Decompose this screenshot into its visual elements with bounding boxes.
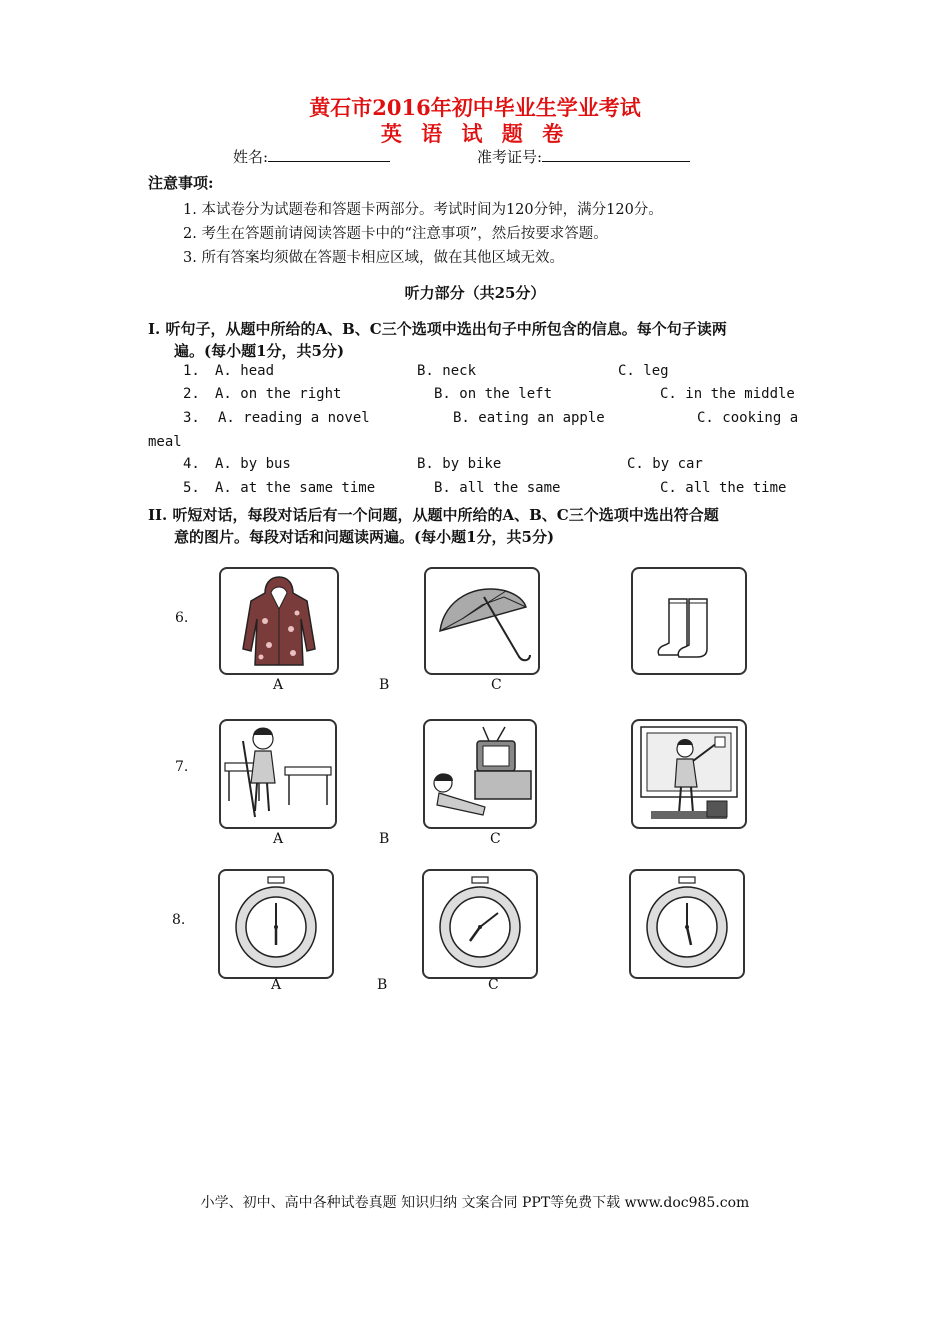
question-number: 3. [183,410,200,426]
rain-boots-picture [631,567,747,675]
option-label-c: C [488,977,499,993]
id-blank [542,147,690,162]
option-a: A. on the right [215,386,342,402]
option-b: B. all the same [434,480,561,496]
name-label: 姓名: [233,148,269,166]
option-a: A. by bus [215,456,291,472]
question-number: 6. [175,610,189,626]
window-icon [633,721,745,827]
alarm-clock-picture [218,869,334,979]
question-number: 5. [183,480,200,496]
part2-instruction [148,504,808,548]
option-b: B. eating an apple [453,410,605,426]
option-c: C. all the time [660,480,787,496]
part1-instruction [148,318,808,362]
exam-subtitle: 英 语 试 题 卷 [380,121,570,146]
option-a: A. head [215,363,275,379]
girl-sweeping-picture [219,719,337,829]
part1-instruction-line2: 遍。(每小题1分，共5分) [174,342,345,360]
notice-item: 3. 所有答案均须做在答题卡相应区域，做在其他区域无效。 [183,250,564,266]
option-label-a: A [273,677,284,693]
listening-heading: 听力部分（共25分） [404,284,546,302]
alarm-clock-picture [422,869,538,979]
question-number: 7. [175,759,189,775]
question-number: 4. [183,456,200,472]
question-number: 1. [183,363,200,379]
option-c: C. cooking a [697,410,799,426]
sweeping-icon [221,721,335,827]
umbrella-icon [426,569,538,673]
alarm-clock-icon [631,871,743,977]
name-blank [268,147,390,162]
option-label-a: A [271,977,282,993]
option-c: C. leg [618,363,669,379]
option-label-b: B [379,677,390,693]
option-label-b: B [377,977,388,993]
alarm-clock-icon [220,871,332,977]
option-a: A. at the same time [215,480,376,496]
part1-instruction-line1: I. 听句子，从题中所给的A、B、C三个选项中选出句子中所包含的信息。每个句子读两 [148,320,727,338]
option-b: B. neck [417,363,477,379]
alarm-clock-picture [629,869,745,979]
girl-cleaning-window-picture [631,719,747,829]
tv-icon [425,721,535,827]
option-label-b: B [379,831,390,847]
raincoat-icon [221,569,337,673]
part2-instruction-line1: II. 听短对话，每段对话后有一个问题，从题中所给的A、B、C三个选项中选出符合题 [148,506,719,524]
raincoat-picture [219,567,339,675]
question-number: 2. [183,386,200,402]
id-field [477,146,690,167]
boots-icon [633,569,745,673]
alarm-clock-icon [424,871,536,977]
option-c: C. by car [627,456,703,472]
umbrella-picture [424,567,540,675]
option-a: A. reading a novel [218,410,370,426]
option-label-c: C [491,677,502,693]
girl-watching-tv-picture [423,719,537,829]
question-number: 8. [172,912,186,928]
footer-text: 小学、初中、高中各种试卷真题 知识归纳 文案合同 PPT等免费下载 www.doc985.com [200,1195,750,1211]
part2-instruction-line2: 意的图片。每段对话和问题读两遍。(每小题1分，共5分) [174,528,555,546]
notice-item: 2. 考生在答题前请阅读答题卡中的“注意事项”，然后按要求答题。 [183,226,608,242]
option-label-c: C [490,831,501,847]
id-label: 准考证号: [477,148,543,166]
notice-heading: 注意事项: [148,174,214,192]
option-label-a: A [273,831,284,847]
option-c-wrap: meal [148,434,182,450]
option-b: B. by bike [417,456,502,472]
name-field [233,146,390,167]
exam-title: 黄石市2016年初中毕业生学业考试 [309,95,641,120]
notice-item: 1. 本试卷分为试题卷和答题卡两部分。考试时间为120分钟，满分120分。 [183,202,663,218]
option-b: B. on the left [434,386,553,402]
option-c: C. in the middle [660,386,795,402]
